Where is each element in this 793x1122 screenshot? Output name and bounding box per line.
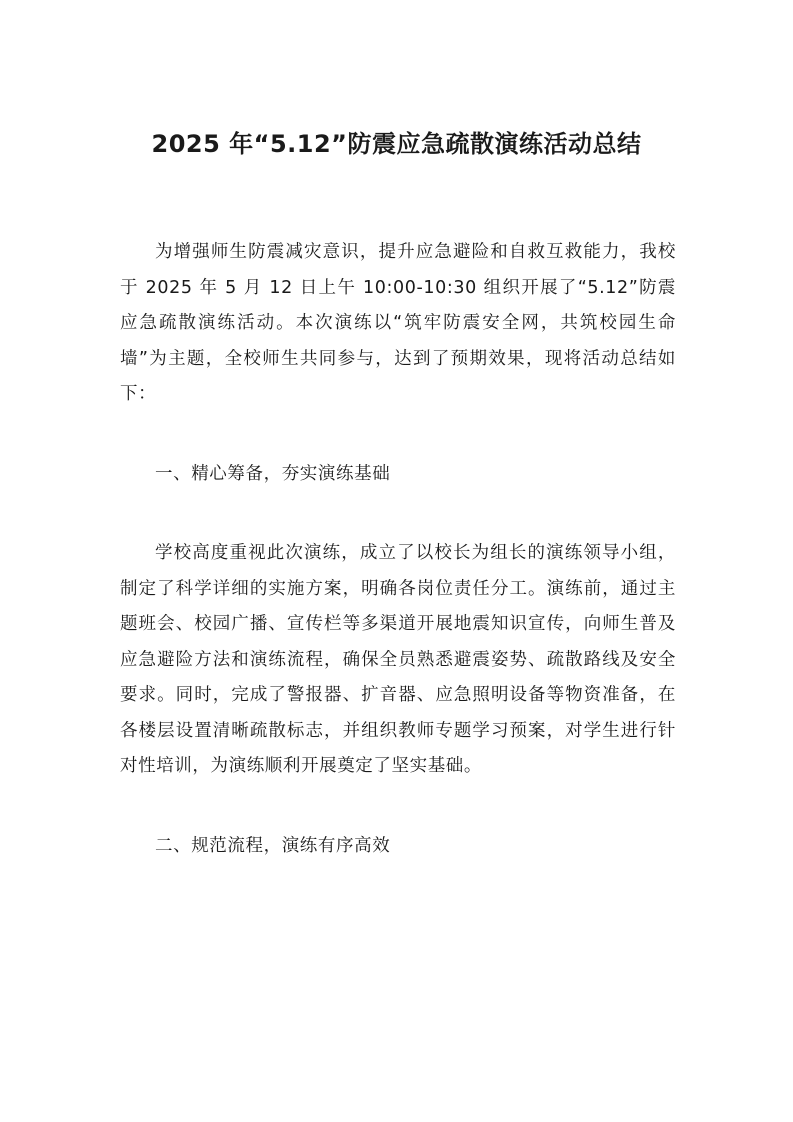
intro-paragraph: 为增强师生防震减灾意识，提升应急避险和自救互救能力，我校于 2025 年 5 月 12 日上午 10:00-10:30 组织开展了“5.12”防震应急疏散演练活动。本次演练以“筑牢防震安全网，共筑校园生命墙”为主题，全校师生共同参与，达到了预期效果，现将活动总结如下： bbox=[120, 242, 676, 404]
section-2-heading: 二、规范流程，演练有序高效 bbox=[155, 835, 391, 856]
paragraph-gap bbox=[120, 492, 676, 536]
section-1-heading: 一、精心筹备，夯实演练基础 bbox=[155, 463, 391, 484]
section-1-paragraph: 学校高度重视此次演练，成立了以校长为组长的演练领导小组，制定了科学详细的实施方案，明确各岗位责任分工。演练前，通过主题班会、校园广播、宣传栏等多渠道开展地震知识宣传，向师生普及应急避险方法和演练流程，确保全员熟悉避震姿势、疏散路线及安全要求。同时，完成了警报器、扩音器、应急照明设备等物资准备，在各楼层设置清晰疏散标志，并组织教师专题学习预案，对学生进行针对性培训，为演练顺利开展奠定了坚实基础。 bbox=[120, 543, 676, 776]
paragraph-gap bbox=[120, 413, 676, 457]
paragraph-gap bbox=[120, 785, 676, 829]
document-body bbox=[120, 235, 676, 864]
document-title: 2025 年“5.12”防震应急疏散演练活动总结 bbox=[151, 130, 642, 158]
